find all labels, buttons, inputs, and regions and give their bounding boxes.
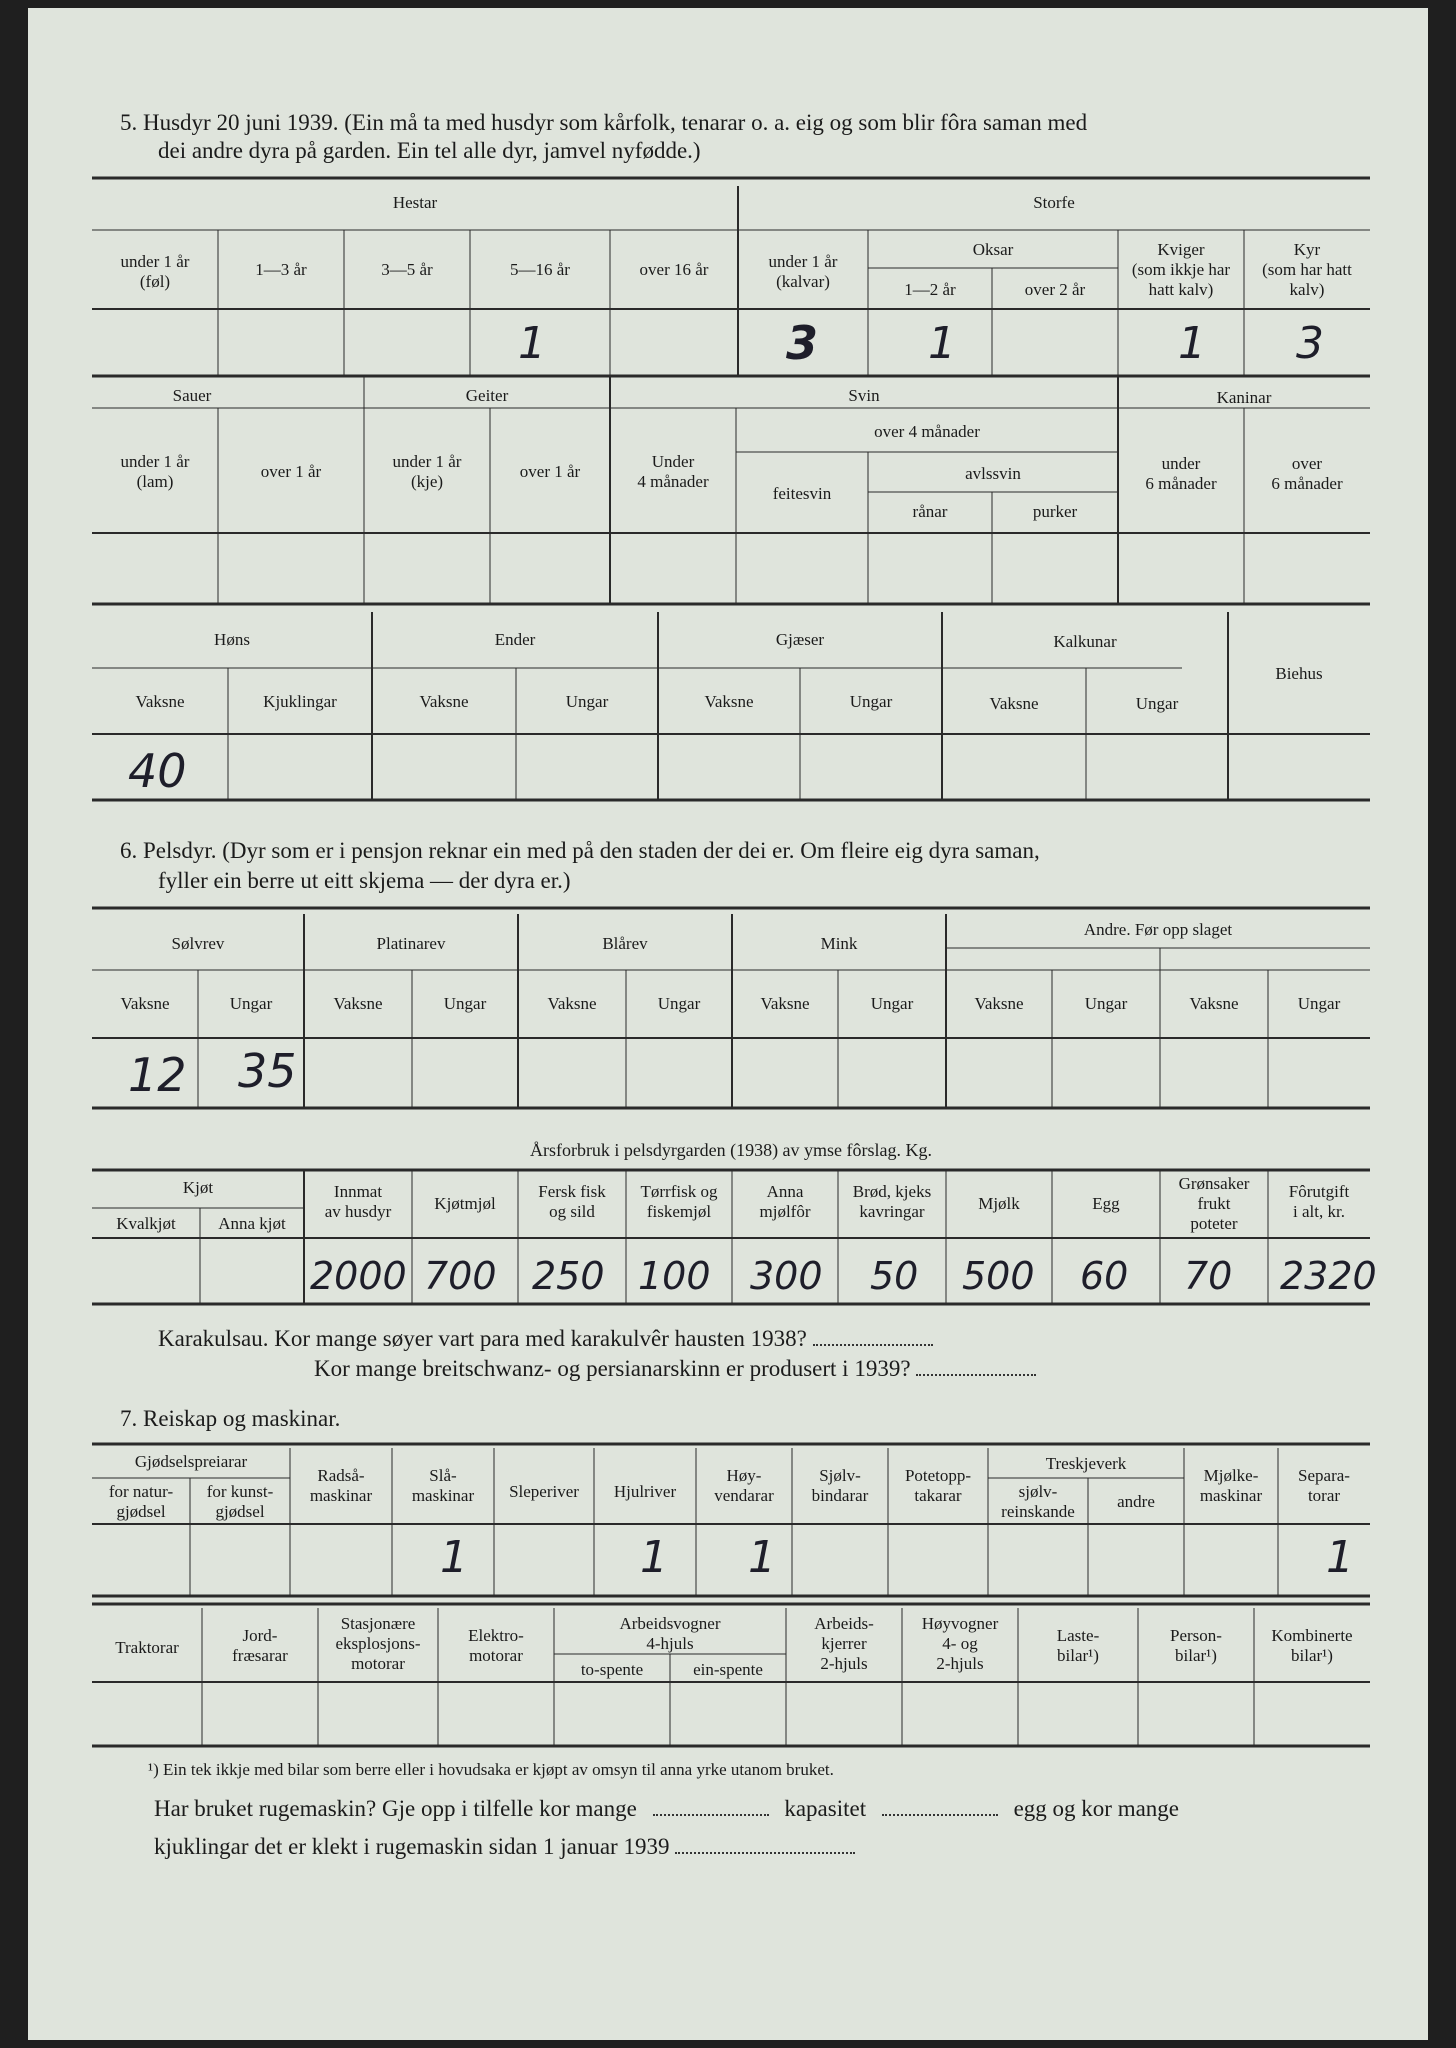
andre2-ungar-header: Ungar [1297,994,1341,1013]
gronsaker-value: 70 [1184,1254,1233,1298]
sleperiver-header: Sleperiver [509,1482,579,1501]
rugemaskin-line1 [154,1794,1384,1824]
svin-over4-header: over 4 månader [874,422,980,441]
avlssvin-header: avlssvin [965,464,1021,483]
innmat-value: 2000 [310,1254,407,1298]
gronsaker-header: Grønsaker frukt poteter [1178,1174,1250,1233]
hoyvendarar-value: 1 [748,1532,776,1583]
hons-vaksne-header: Vaksne [135,692,185,711]
mink-header: Mink [820,934,858,953]
rugemaskin-line2 [154,1832,1154,1862]
jordfresarar-header: Jord- fræsarar [232,1626,288,1665]
section6-intro-line2: fyller ein berre ut eitt skjema — der dyra er.) [158,868,571,893]
geiter-under1-header: under 1 år (kje) [392,452,462,491]
kalkunar-vaksne-header: Vaksne [989,694,1039,713]
separatorar-header: Separa- torar [1298,1466,1350,1505]
anna-mjolfor-value: 300 [750,1254,823,1298]
ender-ungar-header: Ungar [565,692,609,711]
kviger-value: 1 [1178,318,1206,369]
karakul-question2: Kor mange breitschwanz- og persianarskinn er produsert i 1939? [314,1356,911,1381]
forutgift-value: 2320 [1280,1254,1377,1298]
sauer-under1-header: under 1 år (lam) [120,452,190,491]
slaamaskinar-header: Slå- maskinar [411,1466,475,1505]
separatorar-value: 1 [1326,1532,1354,1583]
brod-value: 50 [870,1254,919,1298]
arbeidsvogner-header: Arbeidsvogner 4-hjuls [619,1614,721,1653]
elektromotorar-header: Elektro- motorar [468,1626,524,1665]
ranar-header: rånar [912,502,948,521]
platinarev-ungar-header: Ungar [443,994,487,1013]
oksar-header: Oksar [972,240,1014,259]
fersk-fisk-header: Fersk fisk og sild [538,1182,606,1221]
kalkunar-ungar-header: Ungar [1135,694,1179,713]
hestar-5-16-value: 1 [518,318,546,369]
kunstgjodsel-header: for kunst- gjødsel [206,1482,274,1521]
rugemaskin-kjuklingar-field[interactable] [675,1852,855,1854]
geiter-header: Geiter [465,386,509,405]
oksar-1-2-header: 1—2 år [904,280,956,299]
storfe-under1-header: under 1 år (kalvar) [768,252,838,291]
svin-header: Svin [848,386,880,405]
karakul-question1: Karakulsau. Kor mange søyer vart para med karakulvêr hausten 1938? [158,1326,807,1351]
innmat-header: Innmat av husdyr [324,1182,392,1221]
andre1-vaksne-header: Vaksne [974,994,1024,1013]
hestar-over16-header: over 16 år [639,260,709,279]
section7-title: 7. Reiskap og maskinar. [120,1406,341,1431]
rugemaskin-kapasitet-field[interactable] [882,1814,998,1816]
solvrev-vaksne-value: 12 [128,1048,187,1102]
rugemaskin-question: Har bruket rugemaskin? Gje opp i tilfelle kor mange [154,1796,637,1821]
anna-kjot-header: Anna kjøt [218,1214,286,1233]
mjolk-header: Mjølk [978,1194,1020,1213]
rugemaskin-kjuklingar-question: kjuklingar det er klekt i rugemaskin sidan 1 januar 1939 [154,1834,670,1859]
kyr-value: 3 [1296,318,1324,369]
einspente-header: ein-spente [693,1660,763,1679]
hestar-under1-header: under 1 år (føl) [120,252,190,291]
census-form-page [28,8,1428,2040]
karakul-line2 [314,1354,1314,1384]
oksar-1-2-value: 1 [928,318,956,369]
platinarev-header: Platinarev [376,934,446,953]
andre-header: Andre. Før opp slaget [1083,920,1233,939]
radsaamaskinar-header: Radså- maskinar [309,1466,373,1505]
karakul-answer2-field[interactable] [916,1374,1036,1376]
treskjeverk-andre-header: andre [1117,1492,1155,1511]
arbeidskjerrer-header: Arbeids- kjerrer 2-hjuls [814,1614,874,1673]
stasjonaere-motorar-header: Stasjonære eksplosjons- motorar [335,1614,421,1673]
traktorar-header: Traktorar [115,1638,179,1657]
solvrev-header: Sølvrev [171,934,225,953]
anna-mjolfor-header: Anna mjølfôr [759,1182,811,1221]
andre2-vaksne-header: Vaksne [1189,994,1239,1013]
karakul-answer1-field[interactable] [813,1344,933,1346]
torrfisk-header: Tørrfisk og fiskemjøl [640,1182,718,1221]
hons-header: Høns [214,630,250,649]
fersk-fisk-value: 250 [532,1254,605,1298]
blaarev-ungar-header: Ungar [657,994,701,1013]
tospente-header: to-spente [580,1660,644,1679]
karakul-line1 [158,1324,1158,1354]
personbilar-header: Person- bilar¹) [1170,1626,1222,1665]
sauer-header: Sauer [172,386,212,405]
kaninar-over6-header: over 6 månader [1271,454,1343,493]
sjolvreinskande-header: sjølv- reinskande [1001,1482,1075,1521]
hoyvogner-header: Høyvogner 4- og 2-hjuls [921,1614,999,1673]
storfe-header: Storfe [1033,193,1075,212]
gjaeser-ungar-header: Ungar [849,692,893,711]
kjot-header: Kjøt [182,1178,214,1197]
kaninar-under6-header: under 6 månader [1145,454,1217,493]
hjulriver-value: 1 [640,1532,668,1583]
section5-intro-line2: dei andre dyra på garden. Ein tel alle dyr, jamvel nyfødde.) [158,138,701,163]
sjolvbindarar-header: Sjølv- bindarar [811,1466,869,1505]
potetopptakarar-header: Potetopp- takarar [904,1466,972,1505]
mjolkemaskinar-header: Mjølke- maskinar [1199,1466,1263,1505]
section5-intro-line1: 5. Husdyr 20 juni 1939. (Ein må ta med husdyr som kårfolk, tenarar o. a. eig og som blir fôra saman med [120,110,1088,135]
geiter-over1-header: over 1 år [519,462,581,481]
hestar-1-3-header: 1—3 år [255,260,307,279]
kvalkjot-header: Kvalkjøt [116,1214,176,1233]
treskjeverk-header: Treskjeverk [1045,1454,1127,1473]
kjotmjol-header: Kjøtmjøl [434,1194,496,1213]
sauer-over1-header: over 1 år [260,462,322,481]
mink-vaksne-header: Vaksne [760,994,810,1013]
blaarev-vaksne-header: Vaksne [547,994,597,1013]
gjaeser-header: Gjæser [775,630,825,649]
hons-vaksne-value: 40 [128,744,187,798]
ender-header: Ender [494,630,536,649]
form-rulings [28,8,1428,2040]
solvrev-ungar-value: 35 [238,1044,297,1098]
biehus-header: Biehus [1275,664,1323,683]
hestar-5-16-header: 5—16 år [510,260,570,279]
gjaeser-vaksne-header: Vaksne [704,692,754,711]
lastebilar-header: Laste- bilar¹) [1056,1626,1100,1665]
naturgjodsel-header: for natur- gjødsel [108,1482,174,1521]
hoyvendarar-header: Høy- vendarar [714,1466,774,1505]
solvrev-vaksne-header: Vaksne [120,994,170,1013]
torrfisk-value: 100 [638,1254,711,1298]
hjulriver-header: Hjulriver [613,1482,677,1501]
egg-value: 60 [1080,1254,1129,1298]
purker-header: purker [1032,502,1078,521]
bilar-footnote: ¹) Ein tek ikkje med bilar som berre eller i hovudsaka er kjøpt av omsyn til anna yrke utanom bruket. [148,1760,834,1779]
kviger-header: Kviger (som ikkje har hatt kalv) [1131,240,1231,299]
blaarev-header: Blårev [602,934,648,953]
forbruk-title: Årsforbruk i pelsdyrgarden (1938) av ymse fôrslag. Kg. [529,1140,933,1160]
hestar-3-5-header: 3—5 år [381,260,433,279]
andre1-ungar-header: Ungar [1084,994,1128,1013]
rugemaskin-egg-label: egg og kor mange [1013,1796,1180,1821]
egg-header: Egg [1092,1194,1120,1213]
hestar-header: Hestar [392,193,438,212]
rugemaskin-kapasitet-label: kapasitet [784,1796,867,1821]
kalkunar-header: Kalkunar [1053,632,1117,651]
brod-header: Brød, kjeks kavringar [852,1182,932,1221]
storfe-kalvar-value: 3 [786,316,819,370]
gjodselspreiarar-header: Gjødselspreiarar [134,1452,248,1471]
rugemaskin-count-field[interactable] [653,1814,769,1816]
svin-under4-header: Under 4 månader [637,452,709,491]
mink-ungar-header: Ungar [870,994,914,1013]
ender-vaksne-header: Vaksne [419,692,469,711]
mjolk-value: 500 [962,1254,1035,1298]
kaninar-header: Kaninar [1216,388,1272,407]
solvrev-ungar-header: Ungar [229,994,273,1013]
feitesvin-header: feitesvin [772,484,832,503]
slaamaskinar-value: 1 [440,1532,468,1583]
forutgift-header: Fôrutgift i alt, kr. [1288,1182,1350,1221]
kjotmjol-value: 700 [424,1254,497,1298]
oksar-over2-header: over 2 år [1024,280,1086,299]
kyr-header: Kyr (som har hatt kalv) [1262,240,1352,299]
kombinerte-bilar-header: Kombinerte bilar¹) [1271,1626,1353,1665]
hons-kjuklingar-header: Kjuklingar [263,692,337,711]
platinarev-vaksne-header: Vaksne [333,994,383,1013]
section6-intro-line1: 6. Pelsdyr. (Dyr som er i pensjon reknar ein med på den staden der dei er. Om fleire eig dyra saman, [120,838,1040,863]
